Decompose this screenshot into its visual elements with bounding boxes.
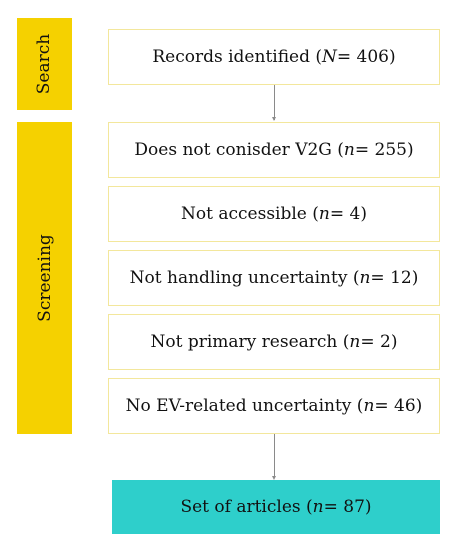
result-value: = 87) <box>323 497 372 517</box>
result-var: n <box>312 497 324 517</box>
records-text: Records identified ( <box>152 47 323 67</box>
exclusion-value: = 4) <box>329 204 367 224</box>
exclusion-box-primary-research <box>108 314 440 370</box>
exclusion-box-uncertainty <box>108 250 440 306</box>
exclusion-text: Does not conisder V2G ( <box>134 140 344 160</box>
exclusion-var: n <box>359 268 371 288</box>
flow-connector <box>274 85 275 120</box>
records-value: = 406) <box>336 47 396 67</box>
exclusion-text: Not handling uncertainty ( <box>129 268 360 288</box>
result-text: Set of articles ( <box>180 497 313 517</box>
exclusion-value: = 2) <box>360 332 398 352</box>
flow-connector <box>274 434 275 478</box>
exclusion-box-v2g <box>108 122 440 178</box>
stage-label-search: Search <box>34 33 55 95</box>
exclusion-var: n <box>343 140 355 160</box>
exclusion-value: = 46) <box>374 396 423 416</box>
stage-label-screening: Screening <box>34 234 55 322</box>
exclusion-text: Not accessible ( <box>181 204 319 224</box>
exclusion-var: n <box>318 204 330 224</box>
exclusion-var: n <box>349 332 361 352</box>
records-var: N <box>322 47 337 67</box>
stage-bar-search <box>17 18 72 110</box>
records-identified-box <box>108 29 440 85</box>
stage-bar-screening <box>17 122 72 434</box>
exclusion-value: = 12) <box>370 268 419 288</box>
exclusion-value: = 255) <box>354 140 414 160</box>
arrow-down-icon <box>272 117 276 121</box>
exclusion-box-ev-uncertainty <box>108 378 440 434</box>
exclusion-text: Not primary research ( <box>150 332 350 352</box>
exclusion-box-access <box>108 186 440 242</box>
result-box <box>112 480 440 534</box>
exclusion-var: n <box>363 396 375 416</box>
exclusion-text: No EV-related uncertainty ( <box>125 396 364 416</box>
